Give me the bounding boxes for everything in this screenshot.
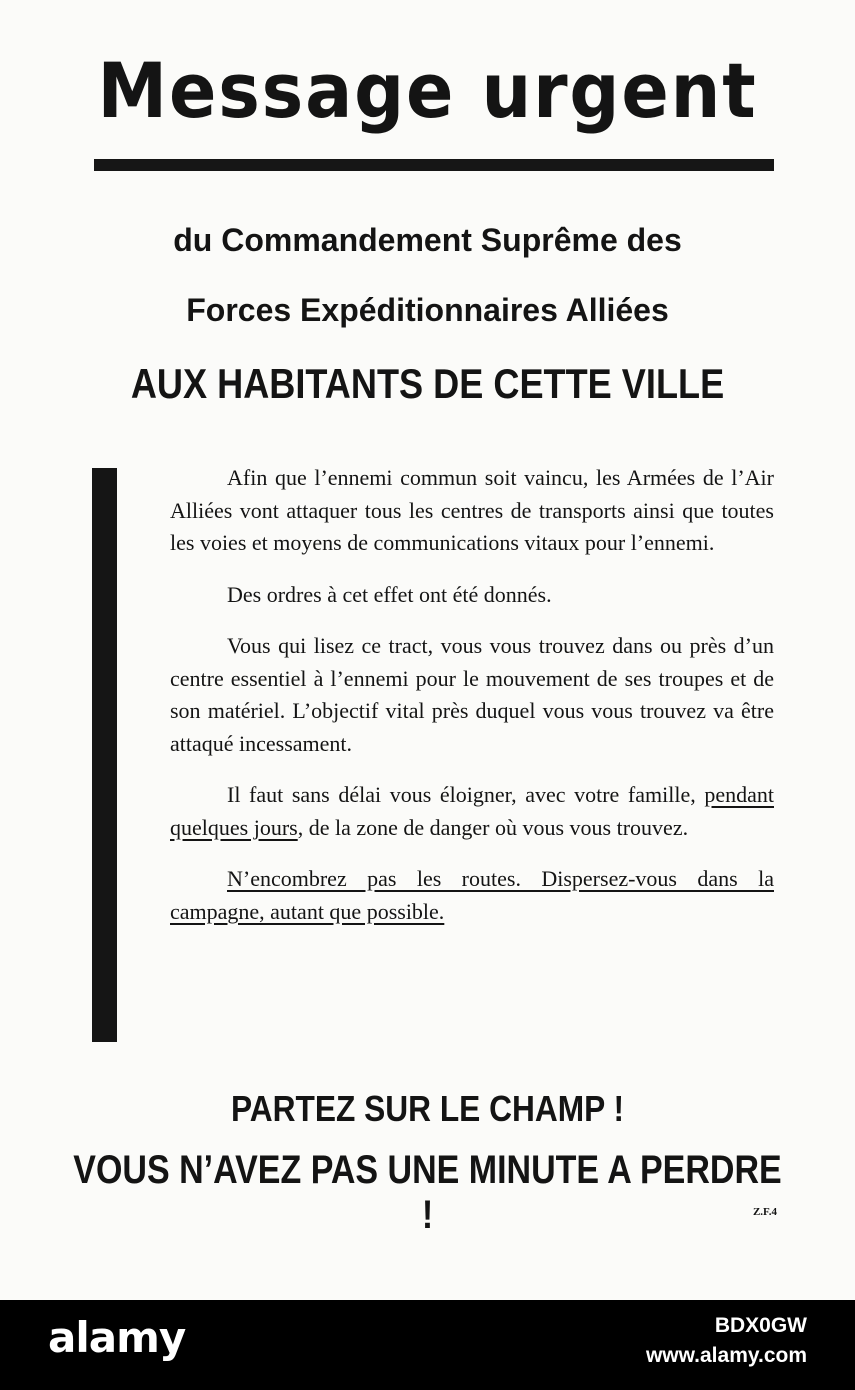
final-paragraph: N’encombrez pas les routes. Dispersez-vous dans la campagne, autant que possible. [170,866,774,924]
title-divider [94,159,774,171]
paragraph-1: Afin que l’ennemi commun soit vaincu, les Armées de l’Air Alliées vont attaquer tous les centres de transports ainsi que toutes les voies et moyens de communications vitaux pour l’ennemi. [170,465,774,555]
paragraph-3: Vous qui lisez ce tract, vous vous trouvez dans ou près d’un centre essentiel à l’ennemi pour le mouvement de ses troupes et de son matériel. L’objectif vital près duquel vous vous trouvez va être attaqué incessament. [170,633,774,756]
side-bar-decoration [92,468,117,1042]
leaflet-title: Message urgent [97,46,758,135]
subtitle-line-1: du Commandement Suprême des [173,222,682,258]
paragraph-4 [170,779,774,844]
watermark-image-id: BDX0GW [714,1314,807,1337]
paragraph-4-end: , de la zone de danger où vous vous trouvez. [297,814,689,840]
paragraph-2: Des ordres à cet effet ont été donnés. [227,581,552,607]
closing-line-1: PARTEZ SUR LE CHAMP ! [230,1088,625,1129]
watermark-logo: alamy [48,1313,186,1362]
leaflet-body [170,462,774,947]
paragraph-4-underlined: pendant quelques jours [170,782,774,840]
leaflet-code: Z.F.4 [752,1206,777,1218]
addressee-heading: AUX HABITANTS DE CETTE VILLE [130,360,725,407]
subtitle-line-2: Forces Expéditionnaires Alliées [186,292,669,328]
watermark-url: www.alamy.com [645,1344,807,1367]
paragraph-4-start: Il faut sans délai vous éloigner, avec votre famille, [227,782,705,807]
closing-line-2: VOUS N’AVEZ PAS UNE MINUTE A PERDRE ! [73,1148,782,1237]
